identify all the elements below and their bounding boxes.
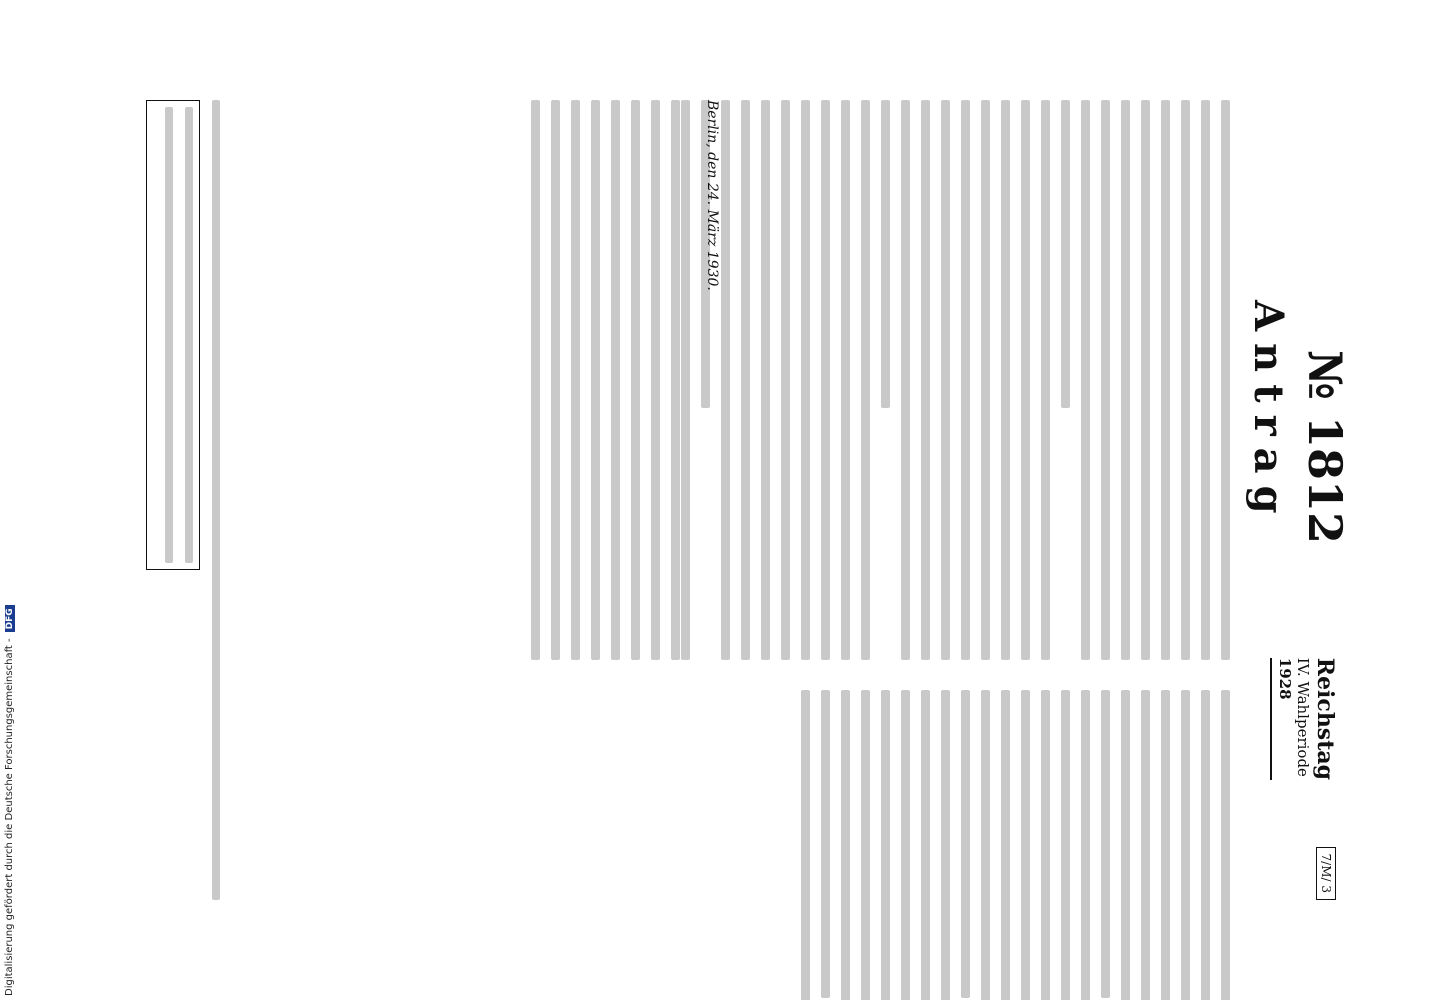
illegible-text-line bbox=[1061, 690, 1070, 1000]
illegible-text-line bbox=[1201, 100, 1210, 660]
notice-line bbox=[185, 107, 193, 563]
illegible-text-line bbox=[1221, 690, 1230, 1000]
illegible-text-line bbox=[631, 100, 640, 660]
text-column-left bbox=[240, 100, 1230, 660]
document-header bbox=[1242, 100, 1352, 900]
signatures-block bbox=[520, 100, 680, 660]
illegible-text-line bbox=[1121, 690, 1130, 1000]
illegible-text-line bbox=[531, 100, 540, 660]
illegible-text-line bbox=[801, 690, 810, 1000]
credit-text: Digitalisierung gefördert durch die Deutsche Forschungsgemeinschaft - bbox=[4, 638, 15, 996]
illegible-text-line bbox=[941, 100, 950, 660]
illegible-text-line bbox=[841, 100, 850, 660]
text-column-right bbox=[240, 690, 1230, 1000]
document-page bbox=[100, 60, 1360, 940]
illegible-text-line bbox=[1041, 100, 1050, 660]
illegible-text-line bbox=[671, 100, 680, 660]
illegible-text-line bbox=[881, 100, 890, 408]
illegible-text-line bbox=[1161, 100, 1170, 660]
illegible-text-line bbox=[861, 690, 870, 1000]
illegible-text-line bbox=[861, 100, 870, 660]
illegible-text-line bbox=[941, 690, 950, 1000]
electoral-period: IV. Wahlperiode bbox=[1294, 657, 1312, 777]
illegible-text-line bbox=[881, 690, 890, 1000]
illegible-text-line bbox=[801, 100, 810, 660]
illegible-text-line bbox=[1181, 100, 1190, 660]
illegible-text-line bbox=[981, 100, 990, 660]
illegible-text-line bbox=[1161, 690, 1170, 1000]
illegible-text-line bbox=[1201, 690, 1210, 1000]
illegible-text-line bbox=[1221, 100, 1230, 660]
notice-box bbox=[146, 100, 200, 570]
illegible-text-line bbox=[821, 100, 830, 660]
illegible-text-line bbox=[961, 690, 970, 998]
reichstag-masthead bbox=[1270, 658, 1338, 780]
notice-line bbox=[165, 107, 173, 563]
illegible-text-line bbox=[1041, 690, 1050, 1000]
illegible-text-line bbox=[1121, 100, 1130, 660]
illegible-text-line bbox=[611, 100, 620, 660]
place-and-date: Berlin, den 24. März 1930. bbox=[704, 100, 720, 291]
illegible-text-line bbox=[1081, 690, 1090, 1000]
document-title: Antrag bbox=[1245, 300, 1292, 526]
illegible-text-line bbox=[921, 690, 930, 1000]
illegible-text-line bbox=[1021, 100, 1030, 660]
illegible-text-line bbox=[1141, 690, 1150, 1000]
illegible-text-line bbox=[1101, 690, 1110, 998]
illegible-text-line bbox=[761, 100, 770, 660]
illegible-text-line bbox=[781, 100, 790, 660]
illegible-text-line bbox=[681, 100, 690, 660]
reichstag-name: Reichstag bbox=[1312, 657, 1338, 780]
illegible-text-line bbox=[571, 100, 580, 660]
illegible-text-line bbox=[651, 100, 660, 660]
illegible-text-line bbox=[721, 100, 730, 660]
illegible-text-line bbox=[981, 690, 990, 1000]
illegible-text-line bbox=[961, 100, 970, 660]
illegible-text-line bbox=[901, 690, 910, 1000]
illegible-text-line bbox=[1021, 690, 1030, 1000]
illegible-text-line bbox=[821, 690, 830, 998]
period-year: 1928 bbox=[1270, 658, 1294, 780]
illegible-text-line bbox=[551, 100, 560, 660]
illegible-text-line bbox=[1101, 100, 1110, 660]
illegible-text-line bbox=[591, 100, 600, 660]
illegible-text-line bbox=[1001, 100, 1010, 660]
document-number: № 1812 bbox=[1298, 350, 1352, 545]
illegible-text-line bbox=[741, 100, 750, 660]
illegible-text-line bbox=[1141, 100, 1150, 660]
illegible-text-line bbox=[1061, 100, 1070, 408]
illegible-text-line bbox=[901, 100, 910, 660]
illegible-text-line bbox=[1081, 100, 1090, 660]
illegible-text-line bbox=[1001, 690, 1010, 1000]
document-footer bbox=[110, 100, 220, 900]
dfg-logo: DFG bbox=[5, 605, 15, 632]
illegible-text-line bbox=[1181, 690, 1190, 1000]
illegible-text-line bbox=[921, 100, 930, 660]
illegible-text-line bbox=[841, 690, 850, 1000]
archive-stamp: 7/M/ 3 bbox=[1316, 847, 1336, 900]
footer-line bbox=[212, 100, 220, 900]
digitization-credit bbox=[4, 605, 15, 996]
